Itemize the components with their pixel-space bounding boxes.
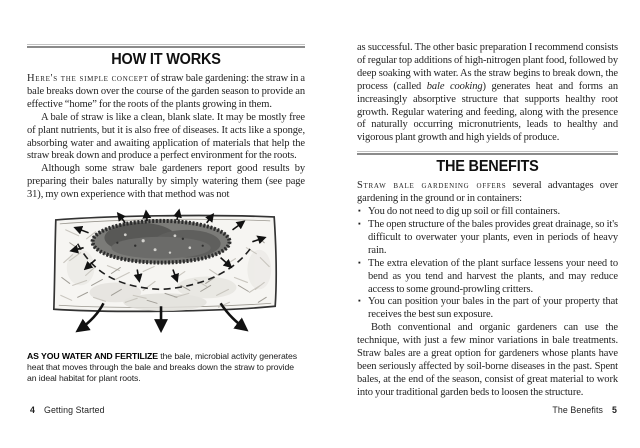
left-page-footer (30, 405, 105, 415)
running-footer-text: The Benefits (552, 405, 603, 415)
straw-bale-illustration (26, 208, 304, 342)
benefits-lead-text: several advantages over gardening in the ground or in containers: (357, 180, 618, 205)
straw-bale-figure (26, 208, 305, 347)
left-column (27, 44, 305, 385)
list-item (357, 258, 618, 297)
lead-paragraph-text: of straw bale gardening: the straw in a bale breaks down over the course of the garden season to provide an effective “home” for the roots of the plants growing in them. (27, 73, 305, 110)
continued-paragraph-pre: as successful. The other basic preparation I recommend consists of regular top additions of high-nitrogen plant food, followed by deep soaking with water. As the straw begins to break down, the process (called (357, 42, 618, 92)
bullet-icon: ▪ (358, 218, 361, 228)
right-page-footer (552, 405, 617, 415)
lead-small-caps: Straw bale gardening offers (357, 180, 507, 192)
closing-paragraph: Both conventional and organic gardeners can use the technique, with just a few minor variations in bale treatments. Straw bales are a great option for gardeners whose plants have been seriously affected by soil-borne diseases in the past. Spent bales, at the end of the season, consist of great material to work into your traditional garden beds to loosen the structure. (357, 322, 618, 398)
heat-core (92, 220, 231, 264)
lead-paragraph (27, 73, 305, 112)
benefits-list (357, 206, 618, 322)
body-paragraph: A bale of straw is like a clean, blank slate. It may be mostly free of plant nutrients, but it is also free of diseases. It acts like a sponge, absorbing water and awaiting application of materials that help the straw break down and produce a perfect environment for the roots. (27, 111, 305, 162)
list-item-text: You do not need to dig up soil or fill containers. (368, 206, 561, 218)
bullet-icon: ▪ (358, 296, 361, 306)
page-number: 4 (30, 405, 35, 415)
left-page (27, 0, 305, 448)
figure-caption-text: the bale, microbial activity generates heat that moves through the bale and breaks down the straw to provide an ideal habitat for plant roots. (27, 351, 297, 384)
continued-paragraph (357, 42, 618, 145)
section-rule (27, 44, 305, 48)
list-item-text: You can position your bales in the part of your property that receives the best sun exposure. (368, 296, 618, 321)
list-item-text: The extra elevation of the plant surface lessens your need to bend as you tend and harvest the plants, and may reduce access to some ground-prowling critters. (368, 257, 618, 295)
lead-small-caps: Here's the simple concept (27, 73, 149, 84)
page-number: 5 (612, 405, 617, 415)
list-item (357, 206, 618, 219)
section-rule (357, 151, 618, 155)
benefits-lead-paragraph (357, 180, 618, 206)
bullet-icon: ▪ (358, 206, 361, 216)
continued-paragraph-post: ) generates heat and forms an increasingly absorptive structure that supports healthy root growth. Regular watering and feeding, along with the presence of naturally occurring micronutrients, leads to healthy and vigorous plant growth and high yields of produce. (357, 80, 618, 144)
section-title-how-it-works: HOW IT WORKS (111, 51, 221, 69)
section-title-the-benefits: THE BENEFITS (436, 158, 539, 176)
right-column (357, 42, 618, 400)
figure-caption-lead: AS YOU WATER AND FERTILIZE (27, 351, 158, 362)
list-item (357, 219, 618, 258)
body-paragraph: Although some straw bale gardeners report good results by preparing their bales naturally by simply watering them (see page 31), my own experience with that method was not (27, 163, 305, 201)
running-footer-text: Getting Started (44, 405, 105, 415)
figure-caption (27, 351, 305, 385)
right-page (357, 0, 618, 448)
bullet-icon: ▪ (358, 257, 361, 267)
italic-term: bale cooking (426, 80, 483, 92)
list-item-text: The open structure of the bales provides great drainage, so it's difficult to overwater your plants, even in periods of heavy rain. (368, 218, 618, 256)
list-item (357, 296, 618, 322)
